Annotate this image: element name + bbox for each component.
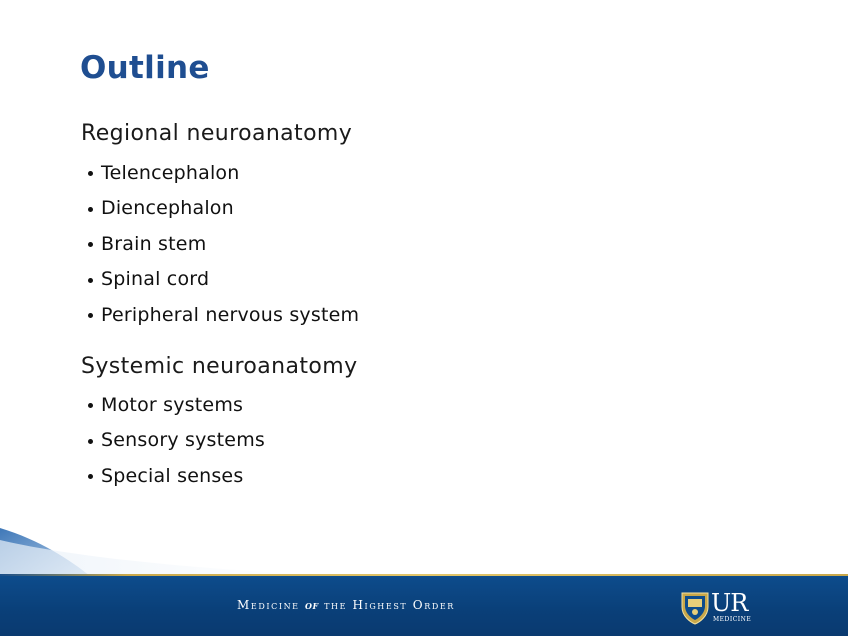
bullet-icon — [88, 439, 93, 444]
logo-subtext: MEDICINE — [713, 616, 752, 623]
section-heading-regional: Regional neuroanatomy — [81, 121, 353, 146]
bullet-list-regional — [88, 155, 359, 333]
list-item: Diencephalon — [88, 191, 359, 227]
bullet-icon — [88, 474, 93, 479]
bullet-icon — [88, 207, 93, 212]
footer-tagline: Medicine of the Highest Order — [237, 598, 455, 612]
logo-text: UR — [711, 589, 748, 617]
bullet-list-systemic — [88, 387, 265, 494]
list-item: Special senses — [88, 458, 265, 494]
section-heading-systemic: Systemic neuroanatomy — [81, 354, 358, 379]
list-item: Spinal cord — [88, 262, 359, 298]
list-item: Motor systems — [88, 387, 265, 423]
list-item: Brain stem — [88, 226, 359, 262]
decorative-swoosh — [0, 500, 848, 580]
bullet-icon — [88, 171, 93, 176]
bullet-icon — [88, 278, 93, 283]
bullet-icon — [88, 313, 93, 318]
list-item: Sensory systems — [88, 423, 265, 459]
slide-title: Outline — [80, 50, 210, 86]
list-item: Peripheral nervous system — [88, 297, 359, 333]
ur-medicine-logo — [680, 589, 760, 627]
bullet-icon — [88, 403, 93, 408]
bullet-icon — [88, 242, 93, 247]
shield-icon — [680, 591, 710, 625]
list-item: Telencephalon — [88, 155, 359, 191]
